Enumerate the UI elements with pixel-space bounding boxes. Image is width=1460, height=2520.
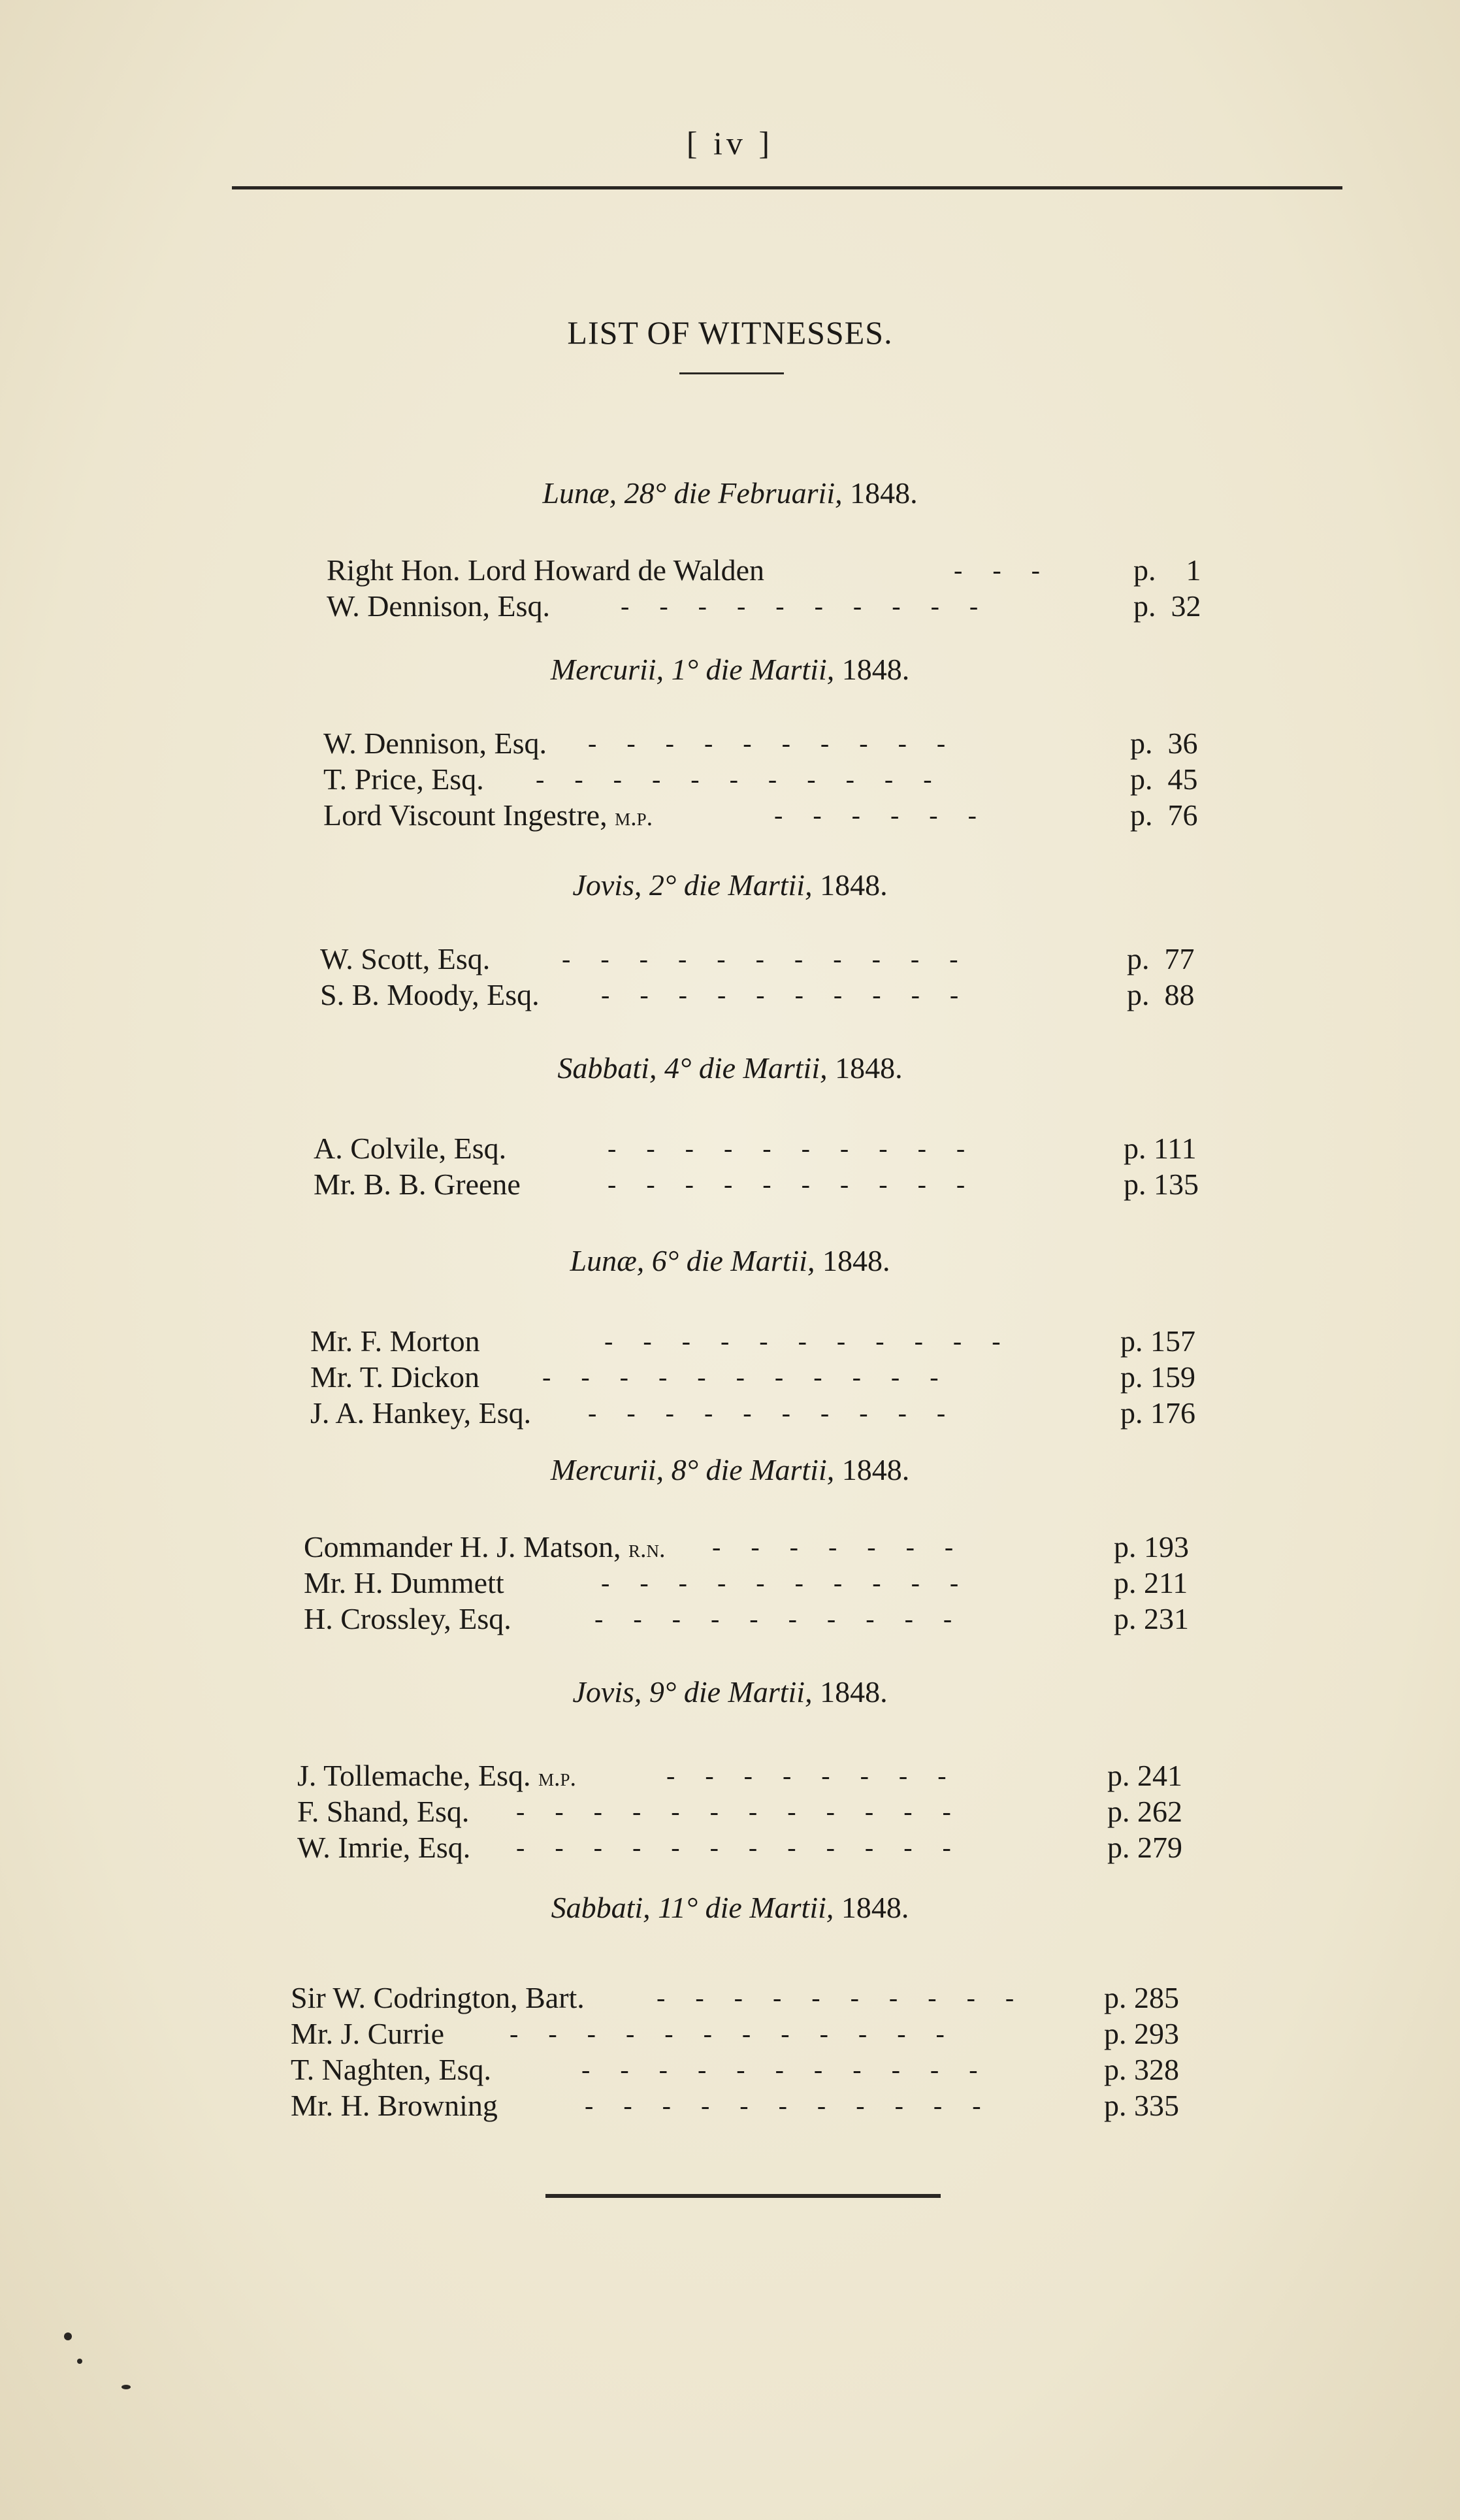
- session-year: 1848.: [820, 1675, 888, 1709]
- witness-row: [0, 941, 1460, 977]
- witness-row: [0, 552, 1460, 588]
- witness-name: T. Price, Esq.: [323, 762, 484, 796]
- page-reference: p. 241: [1107, 1759, 1182, 1792]
- session-date: [0, 647, 1460, 693]
- page-reference: p. 335: [1104, 2089, 1179, 2122]
- witness-name: [323, 797, 653, 836]
- session-year: 1848.: [835, 1051, 903, 1085]
- leader-dashes: - - - - - - - - - -: [608, 1134, 977, 1163]
- page-reference: p. 279: [1107, 1831, 1182, 1864]
- witness-row: [0, 2052, 1460, 2087]
- session-year: 1848.: [841, 653, 910, 686]
- witness-suffix: m.p.: [538, 1764, 576, 1792]
- leader-dashes: - - - - - - - - - -: [657, 1983, 1026, 2012]
- witness-row: [0, 1829, 1460, 1865]
- leader-dashes: - - - - - - -: [712, 1532, 965, 1562]
- session-year: 1848.: [822, 1244, 890, 1277]
- witness-name: Right Hon. Lord Howard de Walden: [327, 553, 764, 587]
- session-date-text: Jovis, 2° die Martii,: [572, 868, 813, 902]
- page-reference: p. 285: [1104, 1981, 1179, 2014]
- leader-dashes: - - - - - - - - - - - -: [516, 1833, 963, 1862]
- leader-dashes: - - - - - - - - - - -: [542, 1362, 950, 1392]
- witness-row: [0, 1565, 1460, 1601]
- session-date-text: Mercurii, 8° die Martii,: [550, 1453, 835, 1486]
- leader-dashes: - - - - - - - - - - -: [562, 944, 970, 974]
- witness-name: J. A. Hankey, Esq.: [310, 1396, 532, 1430]
- session-block: [0, 647, 1460, 833]
- page-reference: p. 293: [1104, 2017, 1179, 2050]
- ink-speck: [122, 2385, 131, 2389]
- session-block: [0, 1045, 1460, 1202]
- leader-dashes: - - - - - - - - - - -: [585, 2091, 993, 2120]
- page-reference: p. 157: [1120, 1324, 1195, 1358]
- witness-row: [0, 2016, 1460, 2052]
- session-block: [0, 470, 1460, 624]
- footer-rule: [545, 2194, 941, 2198]
- session-block: [0, 862, 1460, 1013]
- witness-row: [0, 1793, 1460, 1829]
- session-date-text: Mercurii, 1° die Martii,: [550, 653, 835, 686]
- witness-row: [0, 588, 1460, 624]
- witness-row: [0, 1359, 1460, 1395]
- page-reference: p. 36: [1130, 727, 1198, 760]
- page-reference: p. 135: [1124, 1168, 1199, 1201]
- leader-dashes: - - - - - - - - - -: [588, 1398, 958, 1428]
- session-date-text: Sabbati, 11° die Martii,: [551, 1891, 834, 1924]
- header-rule: [232, 186, 1342, 189]
- leader-dashes: - - - - - - - - - - -: [536, 764, 944, 794]
- witness-name: T. Naghten, Esq.: [291, 2053, 492, 2086]
- page-reference: p. 32: [1133, 589, 1201, 623]
- page-reference: p. 328: [1104, 2053, 1179, 2086]
- witness-row: [0, 1395, 1460, 1431]
- leader-dashes: - - - - - - - - - -: [594, 1604, 964, 1633]
- page-reference: p. 1: [1133, 553, 1201, 587]
- witness-row: [0, 761, 1460, 797]
- witness-name-text: Lord Viscount Ingestre,: [323, 798, 608, 832]
- witness-row: [0, 1758, 1460, 1793]
- session-date: [0, 1045, 1460, 1091]
- page-reference: p. 76: [1130, 798, 1198, 832]
- witness-name: W. Dennison, Esq.: [327, 589, 551, 623]
- leader-dashes: - - - - - -: [774, 800, 988, 830]
- leader-dashes: - - - - - - - - - - - -: [516, 1797, 963, 1826]
- witness-suffix: r.n.: [628, 1535, 666, 1563]
- session-date: [0, 1447, 1460, 1493]
- witness-name: Mr. F. Morton: [310, 1324, 480, 1358]
- session-date: [0, 470, 1460, 516]
- witness-name-text: J. Tollemache, Esq.: [297, 1759, 531, 1792]
- witness-row: [0, 797, 1460, 833]
- session-year: 1848.: [820, 868, 888, 902]
- session-block: [0, 1447, 1460, 1637]
- page-title: LIST OF WITNESSES.: [567, 314, 893, 351]
- session-year: 1848.: [850, 476, 918, 510]
- witness-name: Mr. H. Browning: [291, 2089, 498, 2122]
- session-date: [0, 862, 1460, 908]
- session-date-text: Lunæ, 6° die Martii,: [570, 1244, 815, 1277]
- page-reference: p. 88: [1127, 978, 1195, 1011]
- witness-name: Mr. T. Dickon: [310, 1360, 479, 1394]
- witness-row: [0, 1323, 1460, 1359]
- witness-row: [0, 1166, 1460, 1202]
- page-reference: p. 262: [1107, 1795, 1182, 1828]
- page-reference: p. 231: [1114, 1602, 1189, 1635]
- title-rule: [679, 372, 784, 374]
- session-date: [0, 1238, 1460, 1284]
- session-date: [0, 1669, 1460, 1715]
- page-reference: p. 159: [1120, 1360, 1195, 1394]
- session-year: 1848.: [841, 1453, 910, 1486]
- witness-row: [0, 2087, 1460, 2123]
- page-reference: p. 193: [1114, 1530, 1189, 1563]
- session-block: [0, 1885, 1460, 2123]
- witness-row: [0, 1601, 1460, 1637]
- witness-name: S. B. Moody, Esq.: [320, 978, 540, 1011]
- leader-dashes: - - - - - - - - - -: [601, 1568, 971, 1597]
- page-folio: [ iv ]: [686, 125, 774, 161]
- witness-row: [0, 1980, 1460, 2016]
- page-reference: p. 45: [1130, 762, 1198, 796]
- session-block: [0, 1238, 1460, 1431]
- leader-dashes: - - - - - - - - - -: [601, 980, 971, 1009]
- page-reference: p. 111: [1124, 1132, 1197, 1165]
- witness-row: [0, 1130, 1460, 1166]
- leader-dashes: - - -: [954, 555, 1052, 585]
- witness-name-text: Commander H. J. Matson,: [304, 1530, 621, 1563]
- session-date: [0, 1885, 1460, 1931]
- witness-row: [0, 977, 1460, 1013]
- session-year: 1848.: [841, 1891, 909, 1924]
- page-reference: p. 77: [1127, 942, 1195, 975]
- witness-name: W. Imrie, Esq.: [297, 1831, 471, 1864]
- leader-dashes: - - - - - - - - - -: [588, 728, 958, 758]
- witness-name: Mr. H. Dummett: [304, 1566, 504, 1599]
- session-block: [0, 1669, 1460, 1865]
- session-date-text: Sabbati, 4° die Martii,: [557, 1051, 828, 1085]
- page-reference: p. 211: [1114, 1566, 1188, 1599]
- page-reference: p. 176: [1120, 1396, 1195, 1430]
- ink-speck: [77, 2359, 82, 2364]
- witness-row: [0, 1529, 1460, 1565]
- witness-name: W. Scott, Esq.: [320, 942, 491, 975]
- witness-name: W. Dennison, Esq.: [323, 727, 547, 760]
- witness-name: H. Crossley, Esq.: [304, 1602, 511, 1635]
- leader-dashes: - - - - - - - - - - -: [581, 2055, 990, 2084]
- leader-dashes: - - - - - - - - - - - -: [510, 2019, 956, 2048]
- witness-name: Mr. B. B. Greene: [314, 1168, 521, 1201]
- leader-dashes: - - - - - - - -: [666, 1761, 958, 1790]
- witness-name: F. Shand, Esq.: [297, 1795, 470, 1828]
- witness-name: A. Colvile, Esq.: [314, 1132, 507, 1165]
- session-date-text: Jovis, 9° die Martii,: [572, 1675, 813, 1709]
- witness-name: Sir W. Codrington, Bart.: [291, 1981, 585, 2014]
- witness-name: Mr. J. Currie: [291, 2017, 445, 2050]
- leader-dashes: - - - - - - - - - -: [621, 591, 990, 621]
- leader-dashes: - - - - - - - - - -: [608, 1170, 977, 1199]
- witness-name: [297, 1758, 576, 1796]
- session-date-text: Lunæ, 28° die Februarii,: [542, 476, 843, 510]
- witness-suffix: m.p.: [615, 804, 653, 831]
- leader-dashes: - - - - - - - - - - -: [604, 1326, 1013, 1356]
- witness-row: [0, 725, 1460, 761]
- ink-speck: [64, 2332, 72, 2340]
- witness-name: [304, 1529, 666, 1567]
